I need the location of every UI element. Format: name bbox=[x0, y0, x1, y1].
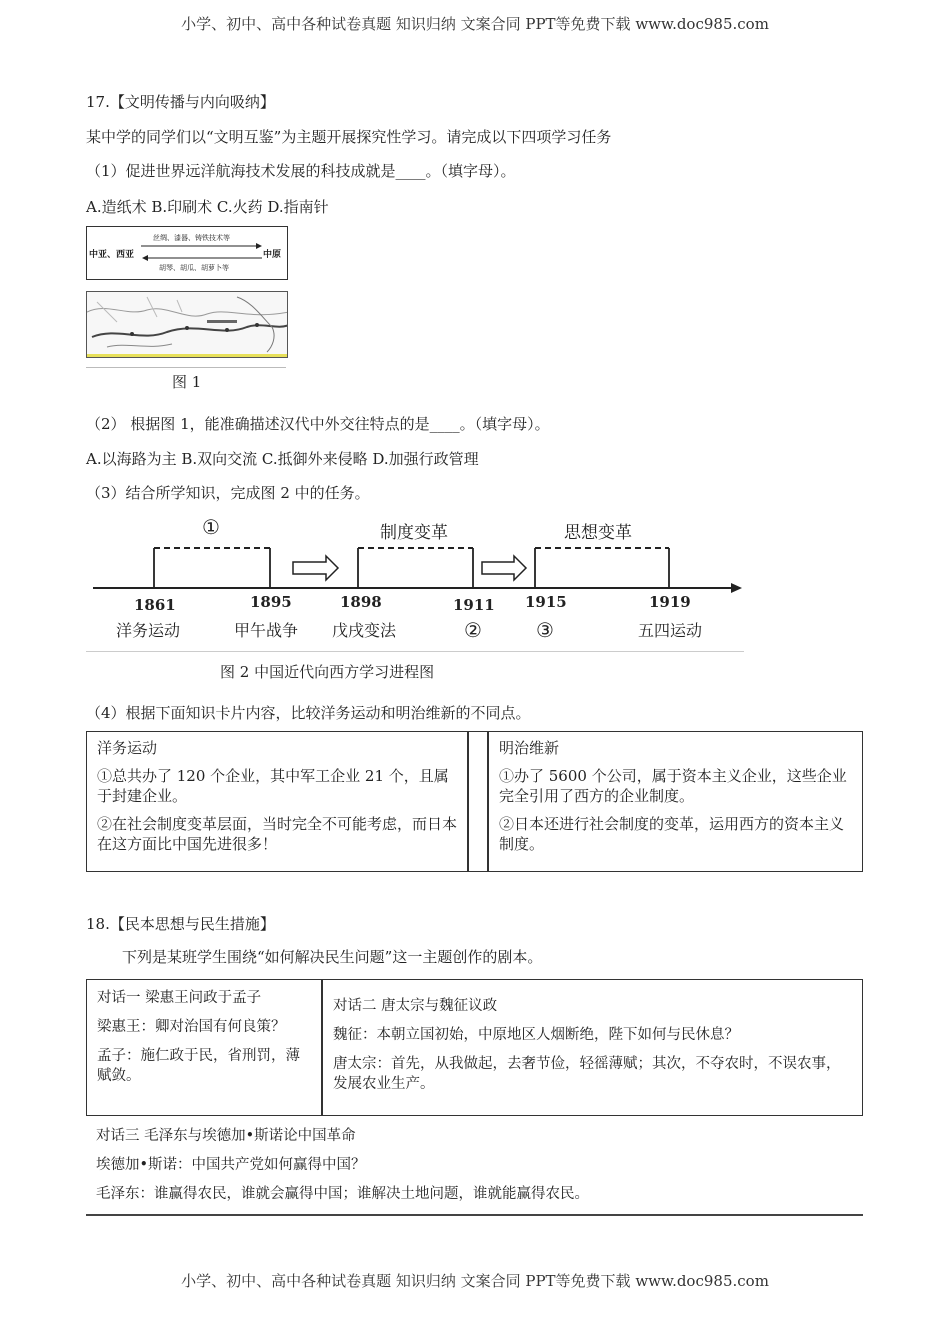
timeline-box-label-2: 制度变革 bbox=[380, 523, 448, 543]
dialogue-1-line2: 孟子：施仁政于民，省刑罚，薄赋敛。 bbox=[97, 1048, 300, 1084]
q17-title: 17.【文明传播与内向吸纳】 bbox=[86, 93, 275, 111]
q17-part2: （2） 根据图 1，能准确描述汉代中外交往特点的是____。（填字母）。 bbox=[86, 415, 550, 433]
dialogue-table bbox=[86, 979, 863, 1116]
q17-part2-options: A.以海路为主 B.双向交流 C.抵御外来侵略 D.加强行政管理 bbox=[86, 450, 479, 468]
timeline-year-1915: 1915 bbox=[525, 593, 567, 611]
dialogue-2-line2: 唐太宗：首先，从我做起，去奢节俭，轻徭薄赋；其次，不夺农时，不误农事，发展农业生产。 bbox=[333, 1056, 841, 1092]
timeline-box-label-1: ① bbox=[202, 515, 220, 539]
card-meiji bbox=[489, 732, 861, 871]
silk-road-map-image bbox=[87, 292, 288, 358]
figure-2-rule bbox=[86, 651, 744, 652]
dialogue-2-line1: 魏征：本朝立国初始，中原地区人烟断绝，陛下如何与民休息？ bbox=[333, 1027, 739, 1043]
figure-2-caption: 图 2 中国近代向西方学习进程图 bbox=[220, 663, 435, 681]
card-yangwu-item1: ①总共办了 120 个企业，其中军工企业 21 个，且属于封建企业。 bbox=[97, 767, 449, 805]
figure-1-rule bbox=[86, 367, 286, 368]
q18-intro: 下列是某班学生围绕“如何解决民生问题”这一主题创作的剧本。 bbox=[122, 948, 543, 966]
knowledge-card-table bbox=[86, 731, 863, 872]
dialogue-1-title: 对话一 梁惠王问政于孟子 bbox=[97, 990, 262, 1006]
figure-1-exchange-diagram bbox=[86, 226, 288, 280]
figure-1-map bbox=[86, 291, 288, 358]
dialogue-2-title: 对话二 唐太宗与魏征议政 bbox=[333, 998, 498, 1014]
timeline-event-blank-3: ③ bbox=[536, 618, 554, 642]
timeline-event-yangwu: 洋务运动 bbox=[116, 621, 181, 640]
timeline-year-1911: 1911 bbox=[453, 596, 495, 614]
q18-title: 18.【民本思想与民生措施】 bbox=[86, 915, 275, 933]
card-meiji-item1: ①办了 5600 个公司，属于资本主义企业，这些企业完全引用了西方的企业制度。 bbox=[499, 767, 847, 805]
page-footer: 小学、初中、高中各种试卷真题 知识归纳 文案合同 PPT等免费下载 www.doc985.com bbox=[181, 1272, 769, 1290]
timeline-event-blank-2: ② bbox=[464, 618, 482, 642]
fig1-bottom-arrow-label: 胡琴、胡瓜、胡萝卜等 bbox=[159, 264, 229, 272]
dialogue-2 bbox=[323, 980, 861, 1115]
card-meiji-title: 明治维新 bbox=[499, 739, 560, 757]
dialogue-3-line2: 毛泽东：谁赢得农民，谁就会赢得中国；谁解决土地问题，谁就能赢得农民。 bbox=[96, 1186, 589, 1202]
timeline-box-label-3: 思想变革 bbox=[564, 523, 632, 543]
q17-intro: 某中学的同学们以“文明互鉴”为主题开展探究性学习。请完成以下四项学习任务 bbox=[86, 128, 612, 146]
dialogue-1 bbox=[87, 980, 321, 1115]
figure-2-timeline bbox=[86, 510, 746, 660]
card-yangwu bbox=[87, 732, 467, 871]
card-yangwu-item2: ②在社会制度变革层面，当时完全不可能考虑，而日本在这方面比中国先进很多！ bbox=[97, 815, 458, 853]
figure-1-caption: 图 1 bbox=[172, 373, 202, 391]
timeline-year-1861: 1861 bbox=[134, 596, 176, 614]
timeline-year-1898: 1898 bbox=[340, 593, 382, 611]
timeline-year-1895: 1895 bbox=[250, 593, 292, 611]
timeline-event-wusi: 五四运动 bbox=[638, 621, 703, 640]
dialogue-3-line1: 埃德加•斯诺：中国共产党如何赢得中国？ bbox=[96, 1157, 366, 1173]
fig1-top-arrow-label: 丝绸、漆器、铸铁技术等 bbox=[153, 234, 230, 242]
dialogue-3-title: 对话三 毛泽东与埃德加•斯诺论中国革命 bbox=[96, 1128, 356, 1144]
card-divider-left bbox=[467, 732, 469, 871]
card-yangwu-title: 洋务运动 bbox=[97, 739, 158, 757]
dialogue-3-bottom-rule bbox=[86, 1214, 863, 1216]
q17-part1-options: A.造纸术 B.印刷术 C.火药 D.指南针 bbox=[86, 198, 329, 216]
card-meiji-item2: ②日本还进行社会制度的变革，运用西方的资本主义制度。 bbox=[499, 815, 845, 853]
timeline-event-jiawu: 甲午战争 bbox=[234, 621, 299, 640]
q17-part4: （4）根据下面知识卡片内容，比较洋务运动和明治维新的不同点。 bbox=[86, 704, 531, 722]
timeline-event-wuxu: 戊戌变法 bbox=[332, 621, 397, 640]
fig1-right-label: 中原 bbox=[263, 250, 282, 260]
q17-part3: （3）结合所学知识，完成图 2 中的任务。 bbox=[86, 484, 370, 502]
fig1-left-label: 中亚、西亚 bbox=[89, 250, 135, 260]
dialogue-1-line1: 梁惠王：卿对治国有何良策？ bbox=[97, 1019, 286, 1035]
timeline-year-1919: 1919 bbox=[649, 593, 691, 611]
q17-part1: （1）促进世界远洋航海技术发展的科技成就是____。（填字母）。 bbox=[86, 162, 516, 180]
page-header: 小学、初中、高中各种试卷真题 知识归纳 文案合同 PPT等免费下载 www.doc985.com bbox=[181, 15, 769, 33]
